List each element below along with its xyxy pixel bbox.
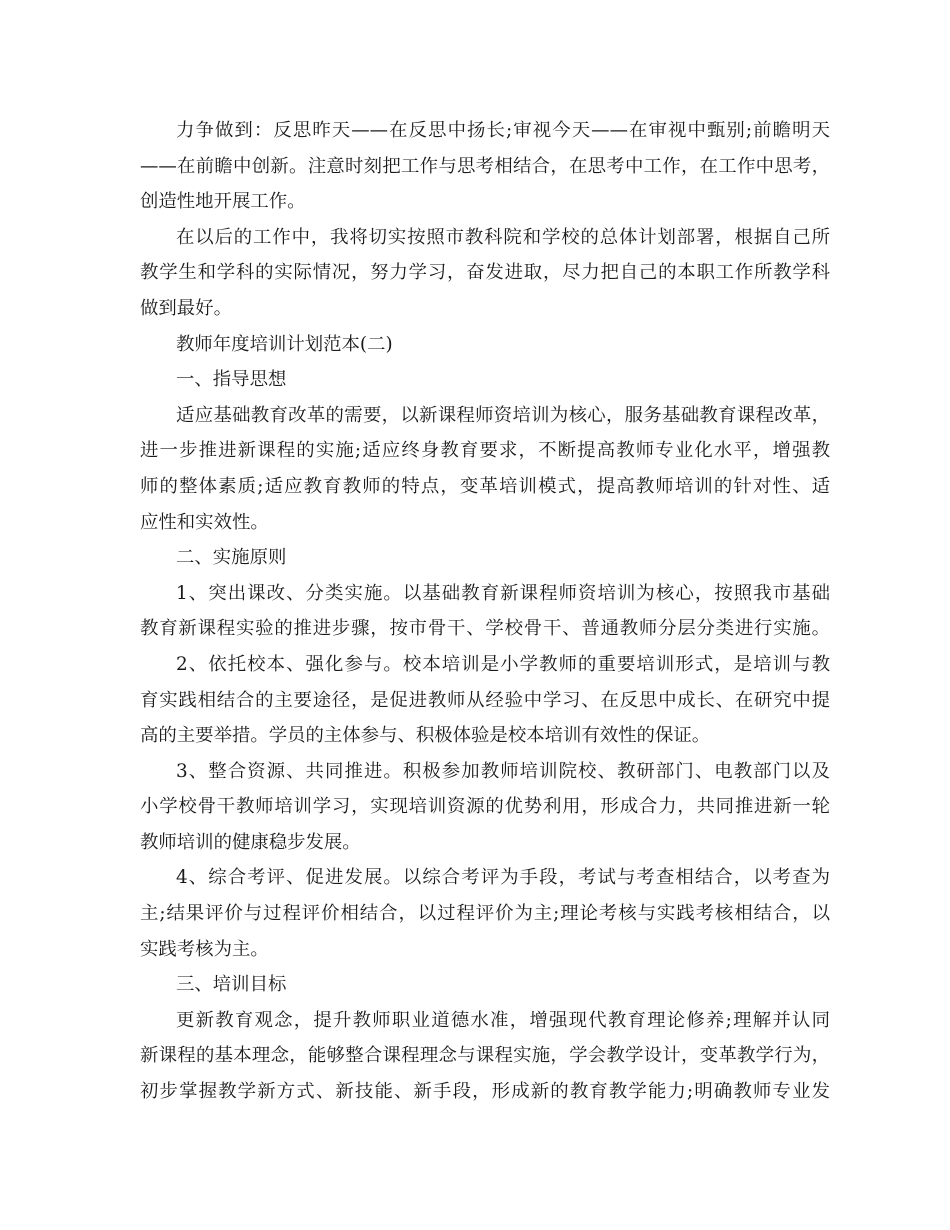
text-line: 初步掌握教学新方式、新技能、新手段，形成新的教育教学能力;明确教师专业发	[140, 1081, 830, 1103]
document-body	[140, 113, 830, 1110]
text-line: 一、指导思想	[176, 369, 287, 391]
text-line: 教育新课程实验的推进步骤，按市骨干、学校骨干、普通教师分层分类进行实施。	[140, 618, 830, 640]
text-line: 三、培训目标	[176, 974, 287, 996]
text-line: 高的主要举措。学员的主体参与、积极体验是校本培训有效性的保证。	[140, 725, 711, 747]
text-line: 力争做到：反思昨天——在反思中扬长;审视今天——在审视中甄别;前瞻明天	[176, 120, 830, 141]
text-line: 做到最好。	[140, 297, 232, 319]
text-line: 3、整合资源、共同推进。积极参加教师培训院校、教研部门、电教部门以及	[176, 760, 830, 782]
text-line: 教师培训的健康稳步发展。	[140, 831, 361, 853]
text-line: 主;结果评价与过程评价相结合，以过程评价为主;理论考核与实践考核相结合，以	[140, 903, 830, 925]
text-line: 创造性地开展工作。	[140, 191, 306, 213]
text-line: 适应基础教育改革的需要，以新课程师资培训为核心，服务基础教育课程改革，	[176, 404, 830, 426]
text-line: 更新教育观念，提升教师职业道德水准，增强现代教育理论修养;理解并认同	[176, 1009, 830, 1031]
text-line: 在以后的工作中，我将切实按照市教科院和学校的总体计划部署，根据自己所	[176, 226, 830, 248]
text-line: 4、综合考评、促进发展。以综合考评为手段，考试与考查相结合，以考查为	[176, 867, 830, 889]
text-line: 教师年度培训计划范本(二)	[176, 333, 393, 355]
text-line: 新课程的基本理念，能够整合课程理念与课程实施，学会教学设计，变革教学行为，	[140, 1045, 830, 1067]
text-line: 2、依托校本、强化参与。校本培训是小学教师的重要培训形式，是培训与教	[176, 653, 830, 675]
text-line: 二、实施原则	[176, 547, 287, 569]
text-line: 进一步推进新课程的实施;适应终身教育要求，不断提高教师专业化水平，增强教	[140, 440, 830, 462]
text-line: 育实践相结合的主要途径，是促进教师从经验中学习、在反思中成长、在研究中提	[140, 689, 830, 711]
text-line: 实践考核为主。	[140, 938, 269, 960]
text-line: ——在前瞻中创新。注意时刻把工作与思考相结合，在思考中工作，在工作中思考，	[140, 155, 830, 177]
text-line: 应性和实效性。	[140, 511, 269, 533]
text-line: 教学生和学科的实际情况，努力学习，奋发进取，尽力把自己的本职工作所教学科	[140, 262, 830, 284]
text-line: 师的整体素质;适应教育教师的特点，变革培训模式，提高教师培训的针对性、适	[140, 475, 830, 497]
text-line: 1、突出课改、分类实施。以基础教育新课程师资培训为核心，按照我市基础	[176, 582, 830, 604]
text-line: 小学校骨干教师培训学习，实现培训资源的优势利用，形成合力，共同推进新一轮	[140, 796, 830, 818]
